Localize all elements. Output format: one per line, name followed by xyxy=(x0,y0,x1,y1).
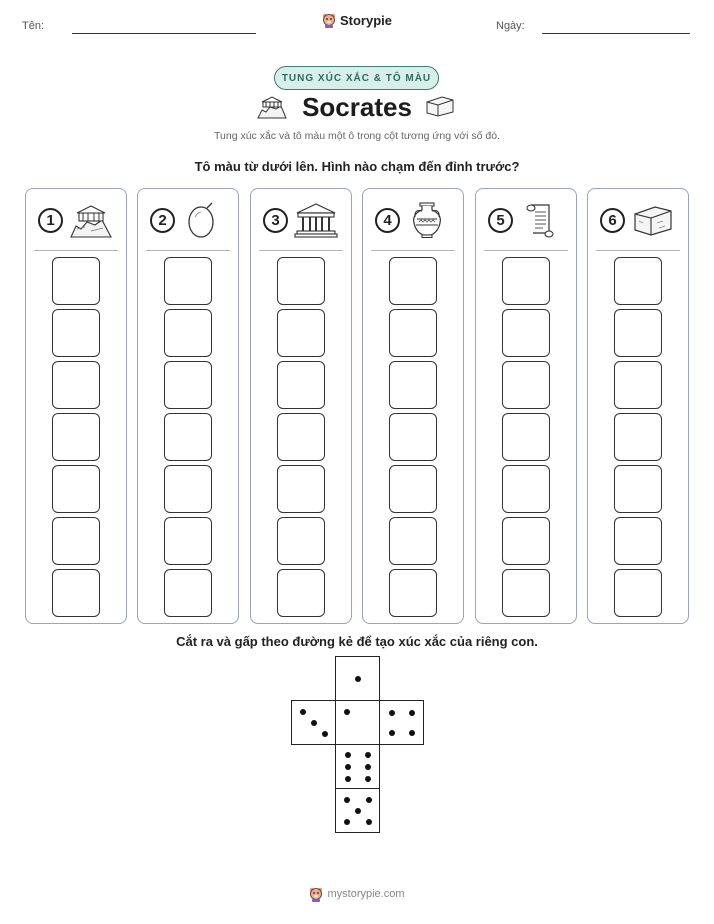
die-pip xyxy=(345,776,351,782)
color-cell[interactable] xyxy=(502,309,550,357)
column-number: 3 xyxy=(263,208,288,233)
color-cell[interactable] xyxy=(389,569,437,617)
column-divider xyxy=(146,250,230,251)
amphora-icon xyxy=(406,201,450,239)
color-cell[interactable] xyxy=(164,465,212,513)
color-cell[interactable] xyxy=(389,309,437,357)
color-cell[interactable] xyxy=(164,309,212,357)
die-pip xyxy=(322,731,328,737)
color-cell[interactable] xyxy=(614,309,662,357)
die-pip xyxy=(409,730,415,736)
color-cell[interactable] xyxy=(614,257,662,305)
color-cell[interactable] xyxy=(389,413,437,461)
die-face-3 xyxy=(291,700,336,745)
instruction: Tô màu từ dưới lên. Hình nào chạm đến đỉnh trước? xyxy=(194,159,520,174)
name-label: Tên: xyxy=(22,20,45,32)
color-cell[interactable] xyxy=(52,309,100,357)
footer xyxy=(0,886,714,902)
activity-badge: TUNG XÚC XẮC & TÔ MÀU xyxy=(274,66,439,90)
color-cell[interactable] xyxy=(389,465,437,513)
color-cell[interactable] xyxy=(389,361,437,409)
color-cell[interactable] xyxy=(277,569,325,617)
color-cell[interactable] xyxy=(164,361,212,409)
color-cell[interactable] xyxy=(277,361,325,409)
column-number: 2 xyxy=(150,208,175,233)
color-cell[interactable] xyxy=(277,517,325,565)
date-label: Ngày: xyxy=(496,20,525,32)
die-pip xyxy=(345,752,351,758)
column-divider xyxy=(596,250,680,251)
color-cell[interactable] xyxy=(614,413,662,461)
color-cell[interactable] xyxy=(277,465,325,513)
page-title: Socrates xyxy=(302,92,412,122)
die-pip xyxy=(365,752,371,758)
column-divider xyxy=(484,250,568,251)
color-cell[interactable] xyxy=(614,465,662,513)
color-cell[interactable] xyxy=(502,413,550,461)
column-4 xyxy=(362,188,464,624)
column-number: 4 xyxy=(375,208,400,233)
color-cell[interactable] xyxy=(52,413,100,461)
color-cell[interactable] xyxy=(52,517,100,565)
date-line[interactable] xyxy=(542,33,690,34)
color-cell[interactable] xyxy=(389,517,437,565)
stone-block-icon xyxy=(631,201,675,239)
die-pip xyxy=(355,808,361,814)
die-face-6 xyxy=(335,744,380,789)
die-pip xyxy=(344,819,350,825)
die-pip xyxy=(365,764,371,770)
column-2 xyxy=(137,188,239,624)
color-cell[interactable] xyxy=(164,413,212,461)
color-cell[interactable] xyxy=(502,465,550,513)
column-3 xyxy=(250,188,352,624)
color-cell[interactable] xyxy=(277,257,325,305)
brand-logo xyxy=(0,12,714,28)
color-cell[interactable] xyxy=(614,517,662,565)
column-number: 1 xyxy=(38,208,63,233)
olive-icon xyxy=(181,201,225,239)
color-cell[interactable] xyxy=(502,517,550,565)
stone-block-icon xyxy=(424,94,456,118)
column-divider xyxy=(34,250,118,251)
brand-name: Storypie xyxy=(339,12,392,28)
die-pip xyxy=(300,709,306,715)
column-1 xyxy=(25,188,127,624)
acropolis-icon xyxy=(69,201,113,239)
column-divider xyxy=(371,250,455,251)
scroll-icon xyxy=(519,201,563,239)
die-face-4 xyxy=(379,700,424,745)
die-pip xyxy=(344,709,350,715)
color-cell[interactable] xyxy=(164,257,212,305)
color-cell[interactable] xyxy=(502,361,550,409)
color-cell[interactable] xyxy=(277,413,325,461)
die-pip xyxy=(389,710,395,716)
die-pip xyxy=(366,797,372,803)
column-divider xyxy=(259,250,343,251)
color-cell[interactable] xyxy=(277,309,325,357)
die-pip xyxy=(311,720,317,726)
column-6 xyxy=(587,188,689,624)
color-cell[interactable] xyxy=(389,257,437,305)
name-line[interactable] xyxy=(72,33,256,34)
column-number: 6 xyxy=(600,208,625,233)
color-cell[interactable] xyxy=(502,569,550,617)
die-face-5 xyxy=(335,788,380,833)
die-pip xyxy=(409,710,415,716)
footer-url[interactable]: mystorypie.com xyxy=(327,888,405,900)
die-pip xyxy=(355,676,361,682)
bear-icon xyxy=(322,12,336,28)
die-pip xyxy=(345,764,351,770)
color-cell[interactable] xyxy=(502,257,550,305)
die-face-1 xyxy=(335,700,380,745)
subtitle: Tung xúc xắc và tô màu một ô trong cột tương ứng với số đó. xyxy=(214,130,500,142)
bear-icon xyxy=(309,886,323,902)
column-number: 5 xyxy=(488,208,513,233)
die-pip xyxy=(389,730,395,736)
color-cell[interactable] xyxy=(614,569,662,617)
die-pip xyxy=(365,776,371,782)
column-5 xyxy=(475,188,577,624)
color-cell[interactable] xyxy=(52,569,100,617)
die-face-1 xyxy=(335,656,380,701)
color-cell[interactable] xyxy=(52,361,100,409)
die-pip xyxy=(344,797,350,803)
color-cell[interactable] xyxy=(614,361,662,409)
die-pip xyxy=(366,819,372,825)
temple-icon xyxy=(294,201,338,239)
color-cell[interactable] xyxy=(52,257,100,305)
color-cell[interactable] xyxy=(164,517,212,565)
cut-instruction: Cắt ra và gấp theo đường kẻ để tạo xúc xắc của riêng con. xyxy=(176,634,538,649)
color-cell[interactable] xyxy=(52,465,100,513)
color-cell[interactable] xyxy=(164,569,212,617)
